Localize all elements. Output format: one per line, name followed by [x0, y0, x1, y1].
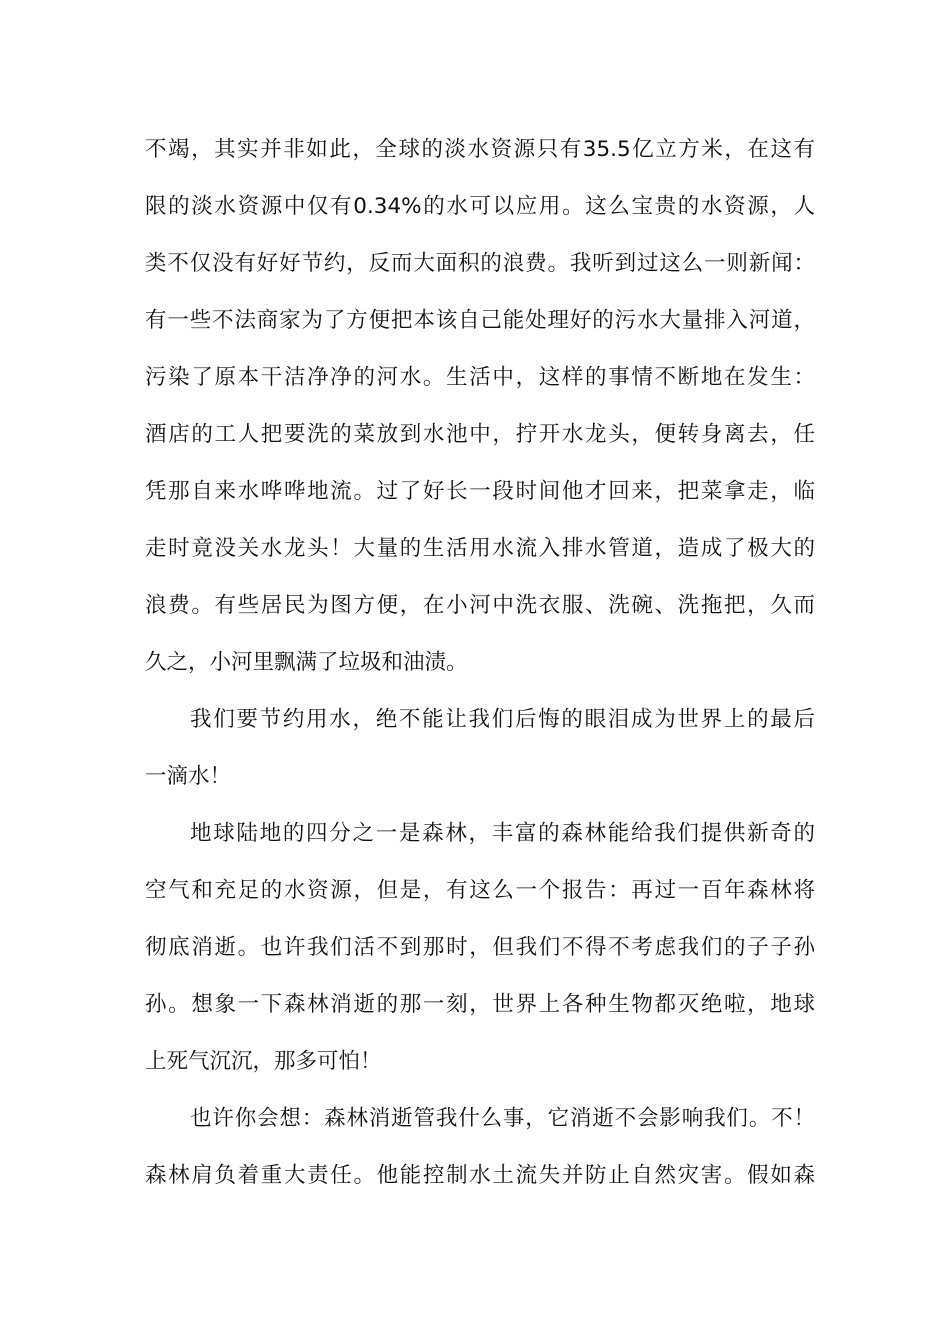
text-line: 不竭，其实并非如此，全球的淡水资源只有35.5亿立方米，在这有: [145, 137, 815, 162]
text-line: 孙。想象一下森林消逝的那一刻，世界上各种生物都灭绝啦，地球: [145, 992, 815, 1017]
text-line: 走时竟没关水龙头！大量的生活用水流入排水管道，造成了极大的: [145, 536, 815, 561]
text-line: 空气和充足的水资源，但是，有这么一个报告：再过一百年森林将: [145, 878, 815, 903]
paragraph-first-line: 我们要节约用水，绝不能让我们后悔的眼泪成为世界上的最后: [190, 707, 815, 732]
text-line: 上死气沉沉，那多可怕！: [145, 1049, 382, 1074]
text-line: 彻底消逝。也许我们活不到那时，但我们不得不考虑我们的子子孙: [145, 935, 815, 960]
text-line: 森林肩负着重大责任。他能控制水土流失并防止自然灾害。假如森: [145, 1163, 815, 1188]
text-line: 污染了原本干洁净净的河水。生活中，这样的事情不断地在发生：: [145, 365, 815, 390]
paragraph-first-line: 地球陆地的四分之一是森林，丰富的森林能给我们提供新奇的: [190, 821, 815, 846]
text-line: 有一些不法商家为了方便把本该自己能处理好的污水大量排入河道，: [145, 308, 815, 333]
text-line: 凭那自来水哗哗地流。过了好长一段时间他才回来，把菜拿走，临: [145, 479, 815, 504]
text-line: 酒店的工人把要洗的菜放到水池中，拧开水龙头，便转身离去，任: [145, 422, 815, 447]
text-line: 类不仅没有好好节约，反而大面积的浪费。我听到过这么一则新闻：: [145, 251, 815, 276]
text-line: 一滴水！: [145, 764, 232, 789]
paragraph-first-line: 也许你会想：森林消逝管我什么事，它消逝不会影响我们。不！: [190, 1106, 815, 1131]
text-line: 限的淡水资源中仅有0.34%的水可以应用。这么宝贵的水资源，人: [145, 194, 815, 219]
text-line: 浪费。有些居民为图方便，在小河中洗衣服、洗碗、洗拖把，久而: [145, 593, 815, 618]
text-line: 久之，小河里飘满了垃圾和油渍。: [145, 650, 468, 675]
